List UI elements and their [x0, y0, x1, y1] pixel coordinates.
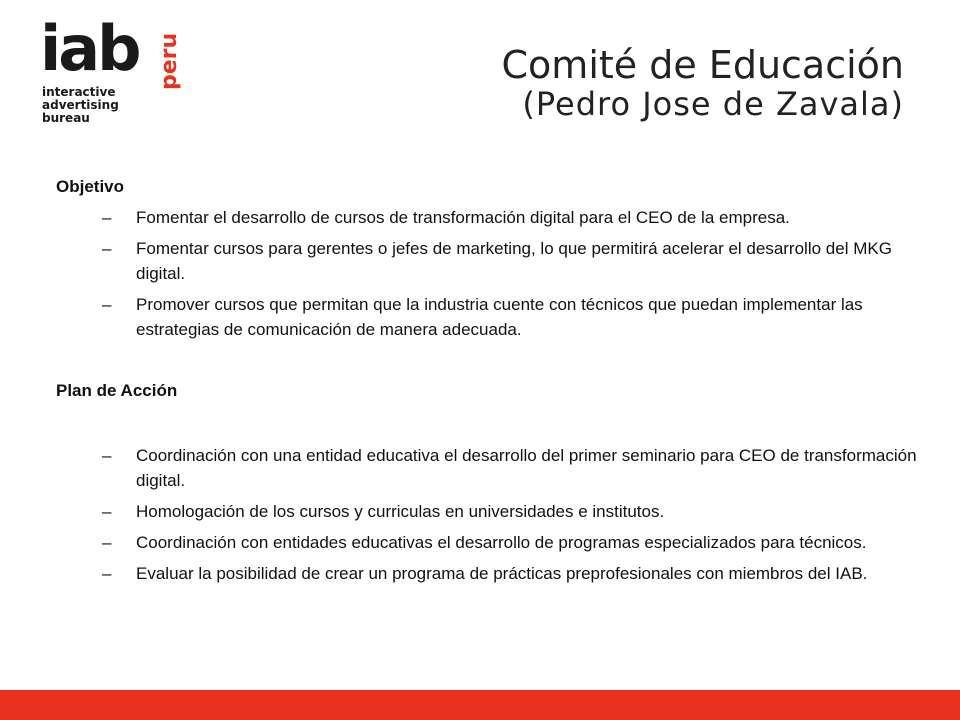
logo-country: peru: [157, 32, 182, 90]
bullet-dash: –: [102, 502, 112, 521]
logo-subtitle-line: interactive: [42, 85, 116, 99]
list-item-text: Fomentar el desarrollo de cursos de transformación digital para el CEO de la empresa.: [136, 208, 790, 227]
objetivo-list: [56, 205, 936, 342]
logo-subtitle-line: advertising: [42, 98, 119, 112]
list-item: [56, 530, 936, 555]
list-item: [56, 499, 936, 524]
section-heading-objetivo: Objetivo: [56, 177, 125, 196]
list-item: [56, 561, 936, 586]
plan-list: [56, 443, 936, 586]
list-item: [56, 236, 936, 286]
list-item-text: Homologación de los cursos y curriculas en universidades e institutos.: [136, 502, 665, 521]
logo-subtitle-line: bureau: [42, 111, 90, 125]
list-item-text: Promover cursos que permitan que la industria cuente con técnicos que puedan implementar las estrategias de comunicación de manera adecuada.: [136, 295, 863, 339]
bullet-dash: –: [102, 239, 112, 258]
bullet-dash: –: [102, 446, 112, 465]
list-item: [56, 292, 936, 342]
slide-title: [502, 44, 904, 122]
bullet-dash: –: [102, 533, 112, 552]
slide-content: [56, 174, 936, 592]
iab-peru-logo: [38, 12, 182, 134]
section-heading-plan: Plan de Acción: [56, 381, 178, 400]
bullet-dash: –: [102, 564, 112, 583]
bottom-accent-bar: [0, 690, 960, 720]
page-title: Comité de Educación: [501, 43, 904, 87]
logo-subtitle: [42, 86, 119, 125]
list-item-text: Evaluar la posibilidad de crear un programa de prácticas preprofesionales con miembros del IAB.: [136, 564, 868, 583]
bullet-dash: –: [102, 295, 112, 314]
list-item: [56, 205, 936, 230]
list-item-text: Coordinación con una entidad educativa el desarrollo del primer seminario para CEO de transformación digital.: [136, 446, 917, 490]
logo-wordmark: iab: [40, 12, 139, 85]
page-subtitle: (Pedro Jose de Zavala): [522, 84, 904, 123]
list-item-text: Coordinación con entidades educativas el desarrollo de programas especializados para técnicos.: [136, 533, 867, 552]
bullet-dash: –: [102, 208, 112, 227]
list-item: [56, 443, 936, 493]
list-item-text: Fomentar cursos para gerentes o jefes de marketing, lo que permitirá acelerar el desarrollo del MKG digital.: [136, 239, 892, 283]
